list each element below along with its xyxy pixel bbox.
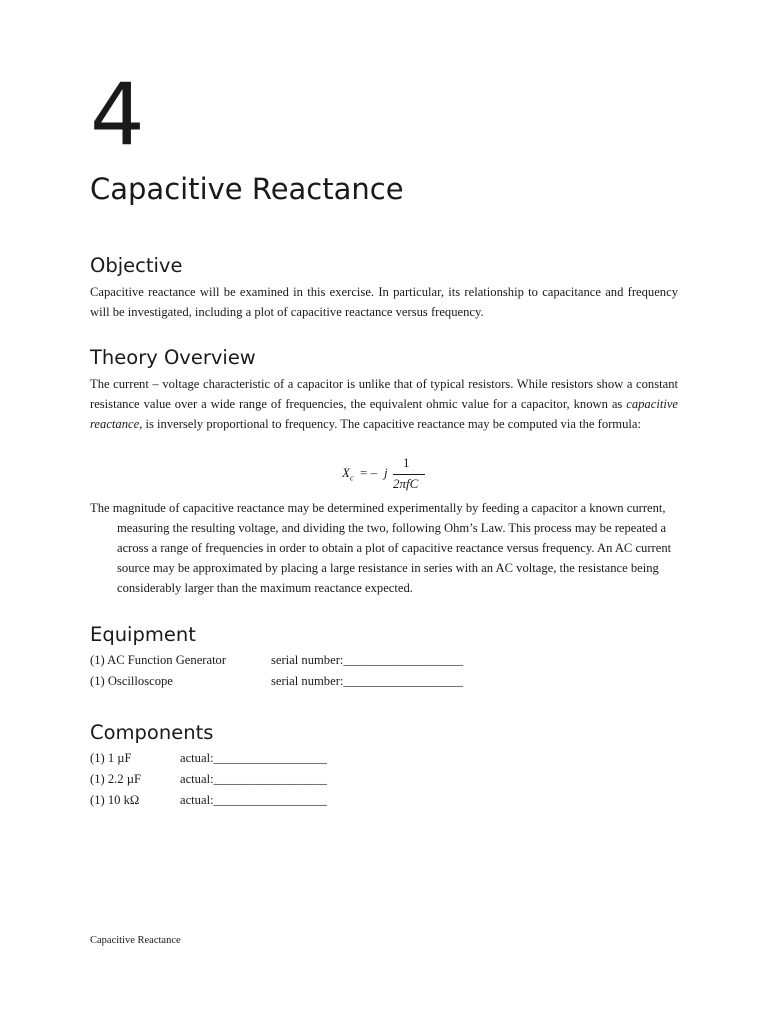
equipment-name: (1) Oscilloscope bbox=[90, 674, 173, 688]
component-name: (1) 1 µF bbox=[90, 751, 132, 765]
theory-text-a: The current – voltage characteristic of a capacitor is unlike that of typical resistors. While resistors show a constant resistance value over a wide range of frequencies, the equivalent ohmic value for a capacitor, known as bbox=[90, 377, 678, 412]
component-row bbox=[90, 790, 327, 810]
formula-denominator: 2πfC bbox=[393, 476, 419, 491]
equipment-name: (1) AC Function Generator bbox=[90, 653, 227, 667]
objective-text: Capacitive reactance will be examined in this exercise. In particular, its relationship to capacitance and frequency will be investigated, including a plot of capacitive reactance versus frequency. bbox=[90, 285, 678, 320]
theory-heading: Theory Overview bbox=[90, 346, 256, 369]
formula-equals: = – bbox=[360, 465, 378, 480]
component-name: (1) 2.2 µF bbox=[90, 772, 141, 786]
page-footer: Capacitive Reactance bbox=[90, 935, 181, 946]
component-name: (1) 10 kΩ bbox=[90, 793, 140, 807]
component-row bbox=[90, 748, 327, 768]
formula-x: X bbox=[342, 465, 350, 480]
serial-number-field[interactable]: serial number:___________________ bbox=[271, 674, 464, 688]
objective-heading: Objective bbox=[90, 254, 183, 277]
component-row bbox=[90, 769, 327, 789]
reactance-formula bbox=[340, 455, 440, 495]
actual-value-field[interactable]: actual:__________________ bbox=[180, 793, 327, 807]
components-heading: Components bbox=[90, 721, 214, 744]
formula-j: j bbox=[384, 465, 388, 480]
theory-paragraph-1 bbox=[90, 374, 678, 435]
equipment-row bbox=[90, 671, 464, 691]
actual-value-field[interactable]: actual:__________________ bbox=[180, 751, 327, 765]
actual-value-field[interactable]: actual:__________________ bbox=[180, 772, 327, 786]
theory-paragraph-2: The magnitude of capacitive reactance may be determined experimentally by feeding a capacitor a known current, measuring the resulting voltage, and dividing the two, following Ohm’s Law. This process may be repeated a across a range of frequencies in order to obtain a plot of capacitive reactance versus frequency. An AC current source may be approximated by placing a large resistance in series with an AC voltage, the resistance being considerably larger than the maximum reactance expected. bbox=[90, 501, 672, 595]
formula-lhs bbox=[342, 465, 354, 483]
chapter-title: Capacitive Reactance bbox=[90, 172, 404, 206]
formula-numerator: 1 bbox=[403, 455, 410, 470]
chapter-number: 4 bbox=[90, 65, 145, 165]
theory-text-b: , is inversely proportional to frequency. The capacitive reactance may be computed via the formula: bbox=[139, 417, 641, 432]
formula-subscript: c bbox=[349, 473, 354, 483]
formula-fraction-bar bbox=[393, 474, 425, 475]
serial-number-field[interactable]: serial number:___________________ bbox=[271, 653, 464, 667]
equipment-row bbox=[90, 650, 464, 670]
theory-emphasis: capacitive reactance bbox=[90, 397, 678, 432]
equipment-heading: Equipment bbox=[90, 623, 196, 646]
